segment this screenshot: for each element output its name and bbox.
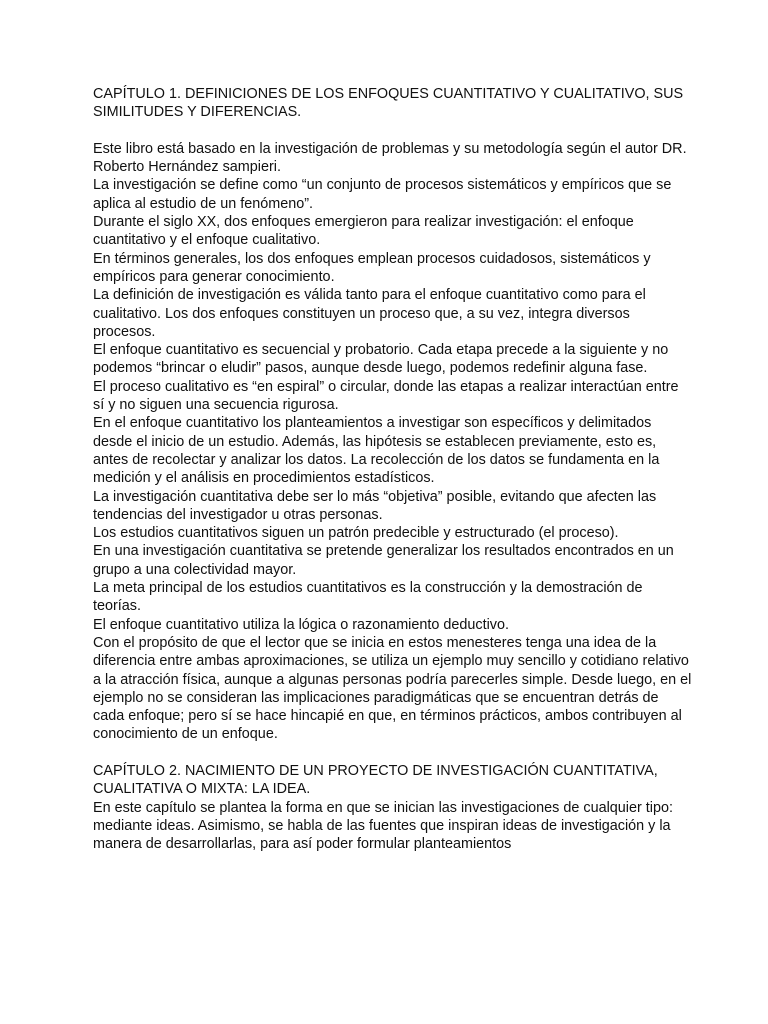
chapter-2 xyxy=(93,762,693,853)
paragraph: El enfoque cuantitativo utiliza la lógica o razonamiento deductivo. xyxy=(93,616,509,633)
chapter-2-heading: CAPÍTULO 2. NACIMIENTO DE UN PROYECTO DE INVESTIGACIÓN CUANTITATIVA, CUALITATIVA O MIXTA: LA IDEA. xyxy=(93,762,658,798)
paragraph: El enfoque cuantitativo es secuencial y probatorio. Cada etapa precede a la siguiente y no podemos “brincar o eludir” pasos, aunque desde luego, podemos redefinir alguna fase. xyxy=(93,342,669,377)
paragraph: La definición de investigación es válida tanto para el enfoque cuantitativo como para el cualitativo. Los dos enfoques constituyen un proceso que, a su vez, integra diversos procesos. xyxy=(93,287,646,340)
paragraph: Los estudios cuantitativos siguen un patrón predecible y estructurado (el proceso). xyxy=(93,525,619,542)
paragraph: En términos generales, los dos enfoques emplean procesos cuidadosos, sistemáticos y empíricos para generar conocimiento. xyxy=(93,250,651,285)
paragraph: Roberto Hernández sampieri. xyxy=(93,159,281,176)
heading-spacer xyxy=(93,122,693,140)
paragraph: Este libro está basado en la investigación de problemas y su metodología según el autor DR. xyxy=(93,140,687,157)
paragraph: La investigación se define como “un conjunto de procesos sistemáticos y empíricos que se aplica al estudio de un fenómeno”. xyxy=(93,177,672,212)
paragraph: Durante el siglo XX, dos enfoques emergieron para realizar investigación: el enfoque cuantitativo y el enfoque cualitativo. xyxy=(93,214,634,249)
paragraph: En este capítulo se plantea la forma en que se inician las investigaciones de cualquier tipo: xyxy=(93,799,673,816)
paragraph: La investigación cuantitativa debe ser lo más “objetiva” posible, evitando que afecten las tendencias del investigador u otras personas. xyxy=(93,488,657,523)
chapter-1 xyxy=(93,85,693,744)
chapter-1-heading: CAPÍTULO 1. DEFINICIONES DE LOS ENFOQUES CUANTITATIVO Y CUALITATIVO, SUS SIMILITUDES Y DIFERENCIAS. xyxy=(93,86,684,121)
paragraph: La meta principal de los estudios cuantitativos es la construcción y la demostración de teorías. xyxy=(93,580,643,615)
paragraph: En el enfoque cuantitativo los planteamientos a investigar son específicos y delimitados desde el inicio de un estudio. Además, las hipótesis se establecen previamente, esto es, antes de recolectar y analizar los datos. La recolección de los datos se fundamenta en la medición y el análisis en procedimientos estadísticos. xyxy=(93,415,660,487)
section-spacer xyxy=(93,744,693,762)
paragraph: El proceso cualitativo es “en espiral” o circular, donde las etapas a realizar interactúan entre sí y no siguen una secuencia rigurosa. xyxy=(93,378,679,414)
paragraph: En una investigación cuantitativa se pretende generalizar los resultados encontrados en un grupo a una colectividad mayor. xyxy=(93,543,674,578)
document-body xyxy=(93,85,693,853)
paragraph: mediante ideas. Asimismo, se habla de las fuentes que inspiran ideas de investigación y la manera de desarrollarlas, para así poder formular planteamientos xyxy=(93,817,671,853)
paragraph: Con el propósito de que el lector que se inicia en estos menesteres tenga una idea de la diferencia entre ambas aproximaciones, se utiliza un ejemplo muy sencillo y cotidiano relativo a la atracción física, aunque a algunas personas podría parecerles simple. Desde luego, en el ejemplo no se consideran las implicaciones paradigmáticas que se encuentran detrás de cada enfoque; pero sí se hace hincapié en que, en términos prácticos, ambos contribuyen al conocimiento de un enfoque. xyxy=(93,634,692,743)
